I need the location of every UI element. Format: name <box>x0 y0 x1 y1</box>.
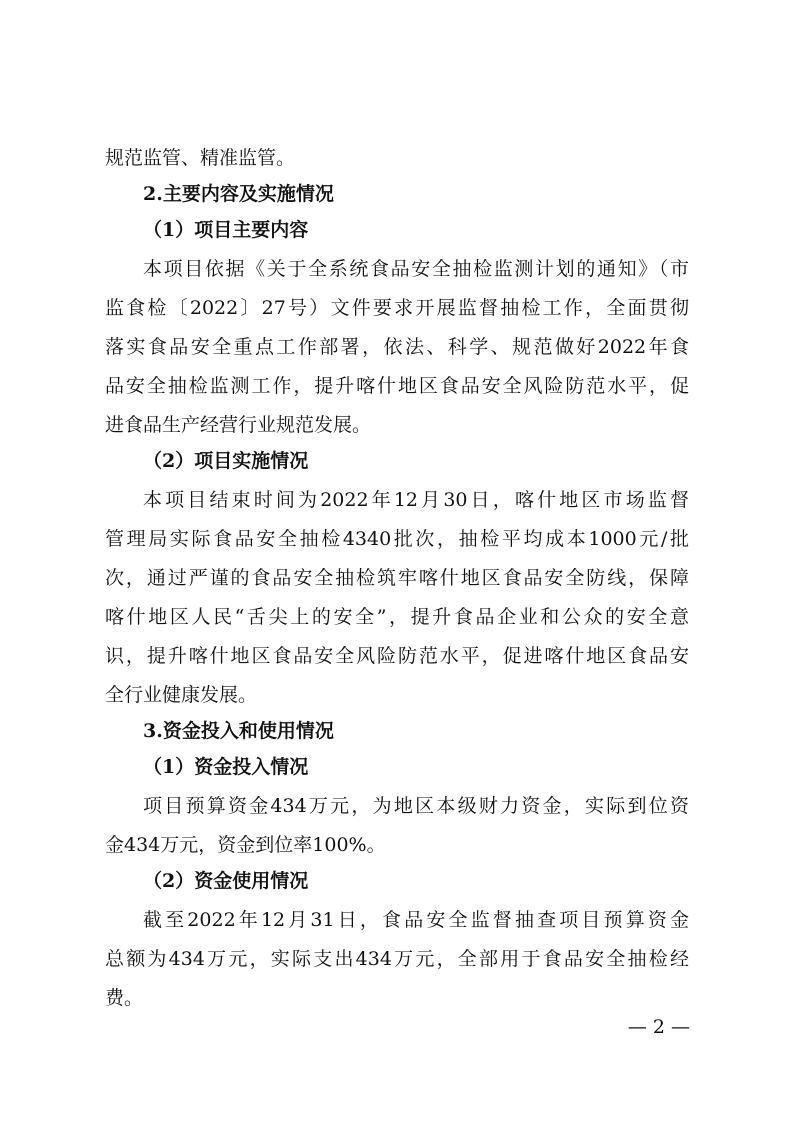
body-text-line: 全行业健康发展。 <box>105 684 258 706</box>
subsection-heading: （2）项目实施情况 <box>143 450 309 472</box>
body-text-line: 管理局实际食品安全抽检4340批次，抽检平均成本1000元/批 <box>105 528 689 550</box>
body-text-line: 落实食品安全重点工作部署，依法、科学、规范做好2022年食 <box>105 336 689 358</box>
body-text-line: 费。 <box>105 987 144 1009</box>
body-text-line: 喀什地区人民“舌尖上的安全”，提升食品企业和公众的安全意 <box>105 606 689 628</box>
subsection-heading: （2）资金使用情况 <box>143 870 309 892</box>
body-text-line: 进食品生产经营行业规范发展。 <box>105 414 372 436</box>
body-text-line: 本项目依据《关于全系统食品安全抽检监测计划的通知》（市 <box>143 258 689 280</box>
section-heading: 2.主要内容及实施情况 <box>143 183 334 205</box>
body-text-line: 截至2022年12月31日，食品安全监督抽查项目预算资金 <box>143 909 689 931</box>
body-text-line: 本项目结束时间为2022年12月30日，喀什地区市场监督 <box>143 489 689 511</box>
body-text-line: 监食检〔2022〕27号）文件要求开展监督抽检工作，全面贯彻 <box>105 297 689 319</box>
body-text-line: 次，通过严谨的食品安全抽检筑牢喀什地区食品安全防线，保障 <box>105 567 689 589</box>
page-number: — 2 — <box>627 1016 690 1038</box>
body-text-line: 识，提升喀什地区食品安全风险防范水平，促进喀什地区食品安 <box>105 645 689 667</box>
section-heading: 3.资金投入和使用情况 <box>143 720 334 742</box>
body-text-line: 金434万元，资金到位率100%。 <box>105 834 386 856</box>
body-text-line: 品安全抽检监测工作，提升喀什地区食品安全风险防范水平，促 <box>105 375 689 397</box>
body-text-line: 总额为434万元，实际支出434万元，全部用于食品安全抽检经 <box>105 948 689 970</box>
body-text-line: 项目预算资金434万元，为地区本级财力资金，实际到位资 <box>143 795 689 817</box>
subsection-heading: （1）项目主要内容 <box>143 219 309 241</box>
body-text-line: 规范监管、精准监管。 <box>105 147 296 169</box>
subsection-heading: （1）资金投入情况 <box>143 756 309 778</box>
